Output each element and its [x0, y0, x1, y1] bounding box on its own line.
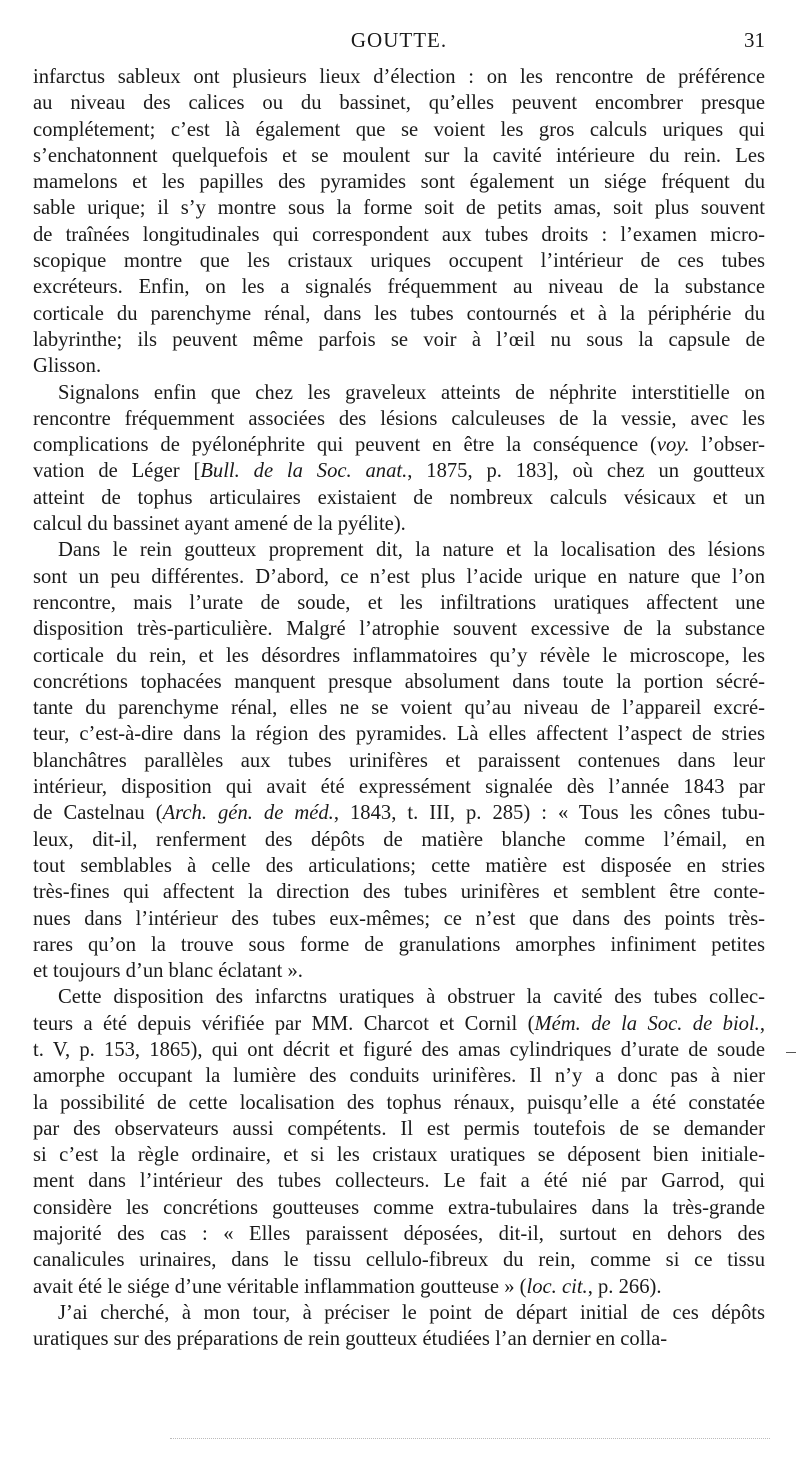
- text-line: avait été le siége d’une véritable inflammation goutteuse » (loc. cit., p. 266).: [33, 1275, 662, 1298]
- text-line: J’ai cherché, à mon tour, à préciser le point de départ initial de ces dépôts: [58, 1301, 765, 1324]
- paragraph: [33, 64, 765, 380]
- text-line: tante du parenchyme rénal, elles ne se voient qu’au niveau de l’appareil excré-: [33, 697, 765, 720]
- text-line: si c’est la règle ordinaire, et si les cristaux uratiques se déposent bien initiale-: [33, 1144, 765, 1167]
- text-line: leux, dit-il, renferment des dépôts de matière blanche comme l’émail, en: [33, 828, 765, 851]
- text-line: disposition très-particulière. Malgré l’atrophie souvent excessive de la substance: [33, 618, 765, 641]
- text-line: la possibilité de cette localisation des tophus rénaux, puisqu’elle a été constatée: [33, 1091, 765, 1114]
- text-line: de traînées longitudinales qui correspondent aux tubes droits : l’examen micro-: [33, 223, 765, 246]
- text-line: uratiques sur des préparations de rein goutteux étudiées l’an dernier en colla-: [33, 1328, 668, 1351]
- page-header: [33, 26, 765, 56]
- paragraph: [33, 537, 765, 984]
- running-title: GOUTTE.: [350, 28, 448, 52]
- text-line: s’enchatonnent quelquefois et se moulent sur la cavité intérieure du rein. Les: [33, 144, 765, 167]
- text-line: canalicules urinaires, dans le tissu cellulo-fibreux du rein, comme si ce tissu: [33, 1249, 765, 1272]
- text-line: vation de Léger [Bull. de la Soc. anat., 1875, p. 183], où chez un goutteux: [33, 460, 765, 483]
- text-line: calcul du bassinet ayant amené de la pyélite).: [33, 513, 406, 536]
- text-line: scopique montre que les cristaux uriques occupent l’intérieur de ces tubes: [33, 250, 765, 273]
- text-line: sable urique; il s’y montre sous la forme soit de petits amas, soit plus souvent: [33, 197, 765, 220]
- text-line: tout semblables à celle des articulations; cette matière est disposée en stries: [33, 854, 765, 877]
- text-line: labyrinthe; ils peuvent même parfois se voir à l’œil nu sous la capsule de: [33, 328, 765, 351]
- text-line: concrétions tophacées manquent presque absolument dans toute la portion sécré-: [33, 670, 765, 693]
- text-line: corticale du rein, et les désordres inflammatoires qu’y révèle le microscope, les: [33, 644, 765, 667]
- text-line: rencontre fréquemment associées des lésions calculeuses de la vessie, avec les: [33, 407, 765, 430]
- text-line: considère les concrétions goutteuses comme extra-tubulaires dans la très-grande: [33, 1196, 765, 1219]
- paragraph: [33, 1300, 765, 1353]
- text-line: majorité des cas : « Elles paraissent déposées, dit-il, surtout en dehors des: [33, 1223, 765, 1246]
- text-line: t. V, p. 153, 1865), qui ont décrit et figuré des amas cylindriques d’urate de soude: [33, 1038, 765, 1061]
- paragraph: [33, 984, 765, 1300]
- text-line: ment dans l’intérieur des tubes collecteurs. Le fait a été nié par Garrod, qui: [33, 1170, 765, 1193]
- text-line: Cette disposition des infarctns uratiques à obstruer la cavité des tubes collec-: [58, 986, 765, 1009]
- text-line: de Castelnau (Arch. gén. de méd., 1843, t. III, p. 285) : « Tous les cônes tubu-: [33, 802, 765, 825]
- text-line: corticale du parenchyme rénal, dans les tubes contournés et à la périphérie du: [33, 302, 765, 325]
- text-line: et toujours d’un blanc éclatant ».: [33, 960, 303, 983]
- text-line: excréteurs. Enfin, on les a signalés fréquemment au niveau de la substance: [33, 276, 765, 299]
- text-line: par des observateurs aussi compétents. Il est permis toutefois de se demander: [33, 1117, 765, 1140]
- text-line: infarctus sableux ont plusieurs lieux d’élection : on les rencontre de préférence: [33, 66, 765, 88]
- text-line: mamelons et les papilles des pyramides sont également un siége fréquent du: [33, 171, 765, 194]
- text-line: amorphe occupant la lumière des conduits urinifères. Il n’y a donc pas à nier: [33, 1065, 765, 1088]
- text-line: rencontre, mais l’urate de soude, et les infiltrations uratiques affectent une: [33, 591, 765, 614]
- body-text: [33, 64, 765, 1353]
- text-line: nues dans l’intérieur des tubes eux-mêmes; ce n’est que dans des points très-: [33, 907, 765, 930]
- page-number: 31: [744, 28, 765, 52]
- text-line: complications de pyélonéphrite qui peuvent en être la conséquence (voy. l’obser-: [33, 434, 765, 457]
- text-line: teurs a été depuis vérifiée par MM. Charcot et Cornil (Mém. de la Soc. de biol.,: [33, 1012, 765, 1035]
- margin-mark: [786, 1052, 796, 1053]
- text-line: teur, c’est-à-dire dans la région des pyramides. Là elles affectent l’aspect de stries: [33, 723, 765, 746]
- text-line: blanchâtres parallèles aux tubes urinifères et paraissent contenues dans leur: [33, 749, 765, 772]
- text-line: Signalons enfin que chez les graveleux atteints de néphrite interstitielle on: [58, 381, 765, 404]
- scan-noise: [170, 1438, 770, 1443]
- text-line: sont un peu différentes. D’abord, ce n’est plus l’acide urique en nature que l’on: [33, 565, 765, 588]
- text-line: Glisson.: [33, 355, 102, 378]
- text-line: très-fines qui affectent la direction des tubes urinifères et semblent être conte-: [33, 881, 765, 904]
- text-line: rares qu’on la trouve sous forme de granulations amorphes infiniment petites: [33, 933, 765, 956]
- text-line: au niveau des calices ou du bassinet, qu’elles peuvent encombrer presque: [33, 92, 765, 115]
- text-line: Dans le rein goutteux proprement dit, la nature et la localisation des lésions: [58, 539, 765, 562]
- paragraph: [33, 380, 765, 538]
- text-line: intérieur, disposition qui avait été expressément signalée dès l’année 1843 par: [33, 776, 765, 799]
- text-line: complétement; c’est là également que se voient les gros calculs uriques qui: [33, 118, 765, 141]
- text-line: atteint de tophus articulaires existaient de nombreux calculs vésicaux et un: [33, 486, 765, 509]
